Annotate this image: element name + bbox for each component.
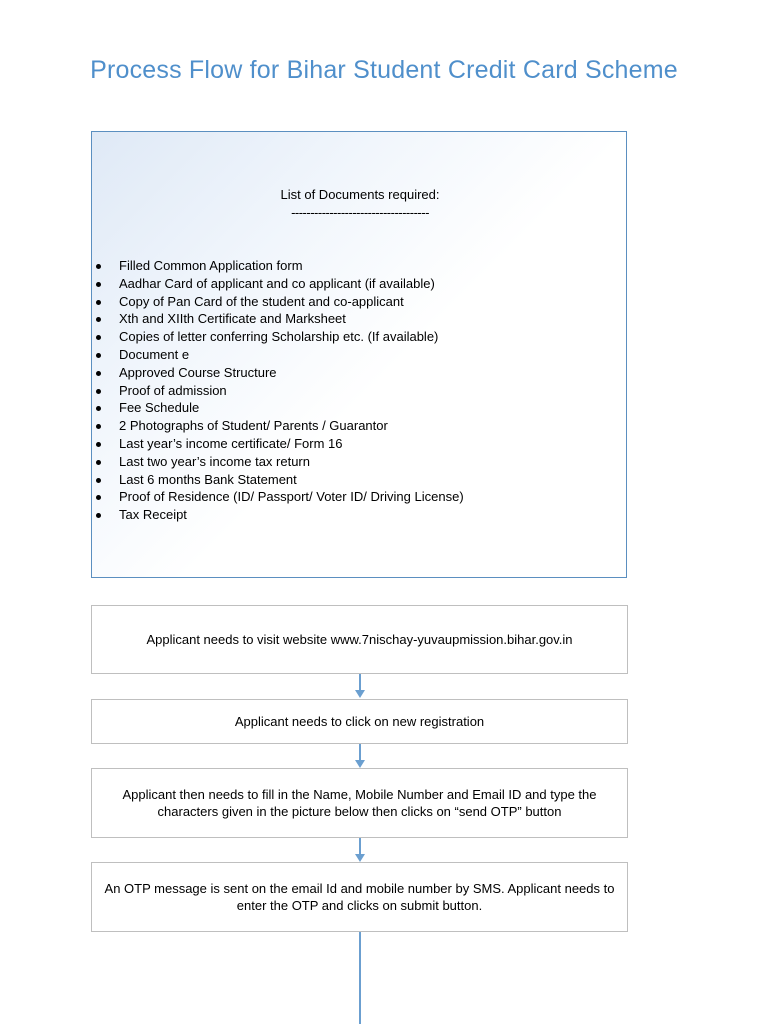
flow-connector	[359, 674, 361, 691]
list-item	[92, 293, 464, 311]
document-label: Document e	[119, 346, 190, 362]
document-label: Filled Common Application form	[119, 258, 303, 273]
document-label: Xth and XIIth Certificate and Marksheet	[119, 311, 346, 327]
document-label: 2 Photographs of Student/ Parents / Guarantor	[119, 418, 388, 434]
list-item	[92, 328, 464, 346]
list-item	[92, 257, 464, 275]
list-item	[92, 399, 464, 417]
document-label: Last two year’s income tax return	[119, 453, 310, 469]
bullet-icon	[96, 282, 101, 287]
step-text: Applicant needs to visit website www.7nischay-yuvaupmission.bihar.gov.in	[146, 632, 573, 647]
flow-connector	[359, 744, 361, 761]
bullet-icon	[96, 300, 101, 305]
documents-box	[91, 131, 627, 578]
document-label: Proof of admission	[119, 382, 227, 398]
bullet-icon	[96, 353, 101, 358]
document-label: Last 6 months Bank Statement	[119, 471, 297, 487]
arrow-down-icon	[355, 690, 365, 698]
list-item	[92, 435, 464, 453]
step-otp-submit	[91, 862, 628, 932]
bullet-icon	[96, 406, 101, 411]
list-item	[92, 364, 464, 382]
documents-heading: List of Documents required:	[280, 187, 440, 202]
step-text: Applicant needs to click on new registration	[234, 714, 485, 729]
step-text: Applicant then needs to fill in the Name, Mobile Number and Email ID and type the characters given in the picture below then clicks on “send OTP” button	[122, 787, 597, 819]
documents-divider: ------------------------------------	[291, 205, 429, 220]
document-label: Aadhar Card of applicant and co applicant (if available)	[119, 275, 435, 291]
bullet-icon	[96, 335, 101, 340]
bullet-icon	[96, 478, 101, 483]
bullet-icon	[96, 424, 101, 429]
list-item	[92, 275, 464, 293]
document-label: Copies of letter conferring Scholarship etc. (If available)	[119, 329, 439, 345]
flow-connector	[359, 932, 361, 1024]
bullet-icon	[96, 495, 101, 500]
document-label: Tax Receipt	[119, 507, 187, 523]
list-item	[92, 346, 464, 364]
documents-list	[92, 257, 464, 524]
list-item	[92, 506, 464, 524]
flow-connector	[359, 838, 361, 855]
document-label: Fee Schedule	[119, 400, 200, 416]
arrow-down-icon	[355, 760, 365, 768]
bullet-icon	[96, 371, 101, 376]
bullet-icon	[96, 442, 101, 447]
document-label: Proof of Residence (ID/ Passport/ Voter ID/ Driving License)	[119, 489, 464, 505]
bullet-icon	[96, 513, 101, 518]
bullet-icon	[96, 460, 101, 465]
step-new-registration	[91, 699, 628, 744]
page-title: Process Flow for Bihar Student Credit Card Scheme	[90, 56, 678, 84]
document-label: Approved Course Structure	[119, 364, 277, 380]
list-item	[92, 382, 464, 400]
step-fill-details	[91, 768, 628, 838]
step-visit-website	[91, 605, 628, 674]
list-item	[92, 453, 464, 471]
document-label: Copy of Pan Card of the student and co-applicant	[119, 293, 404, 309]
document-label: Last year’s income certificate/ Form 16	[119, 435, 343, 451]
list-item	[92, 310, 464, 328]
list-item	[92, 417, 464, 435]
bullet-icon	[96, 389, 101, 394]
bullet-icon	[96, 317, 101, 322]
list-item	[92, 471, 464, 489]
step-text: An OTP message is sent on the email Id and mobile number by SMS. Applicant needs to enter the OTP and clicks on submit button.	[104, 881, 615, 913]
list-item	[92, 488, 464, 506]
bullet-icon	[96, 264, 101, 269]
arrow-down-icon	[355, 854, 365, 862]
